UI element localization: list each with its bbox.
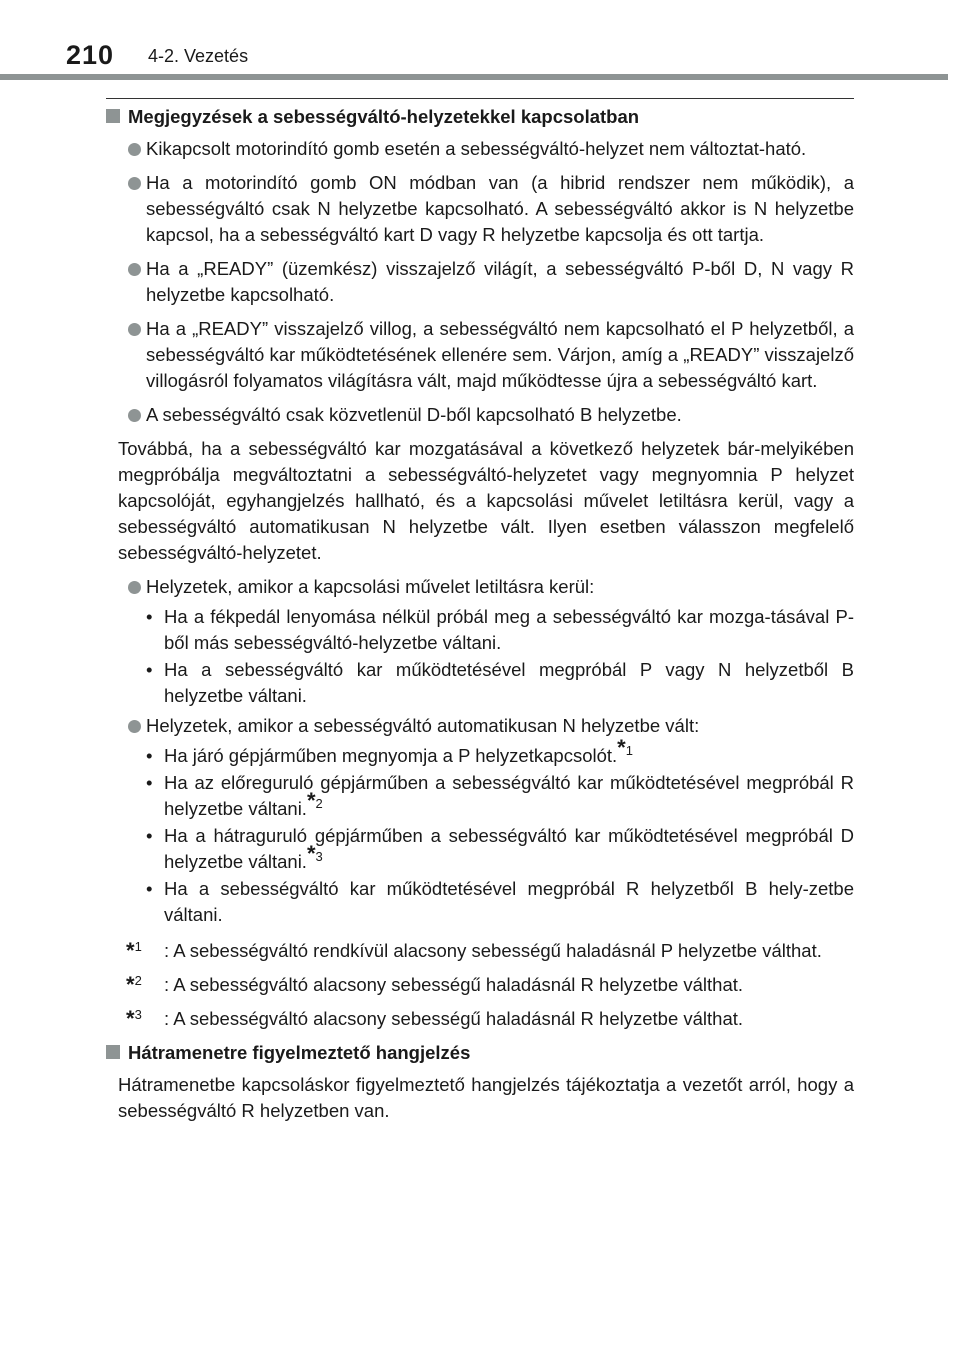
circle-bullet-icon <box>128 143 141 156</box>
square-bullet-icon <box>106 1045 120 1059</box>
dot-bullet-icon: • <box>146 606 153 627</box>
circle-bullet-icon <box>128 323 141 336</box>
dot-bullet-icon: • <box>146 659 153 680</box>
note-bullet: Ha a motorindító gomb ON módban van (a hibrid rendszer nem működik), a sebességváltó csak N helyzetbe kapcsolható. A sebességváltó akkor is N helyzetbe kapcsol, ha a sebességváltó kart D vagy R helyzetbe kapcsolja és ott tartja. <box>106 170 854 248</box>
header-rule <box>0 74 948 80</box>
list-item: • Ha a hátraguruló gépjárműben a sebességváltó kar működtetésével megpróbál D helyzetbe váltani.$^{*3}$ <box>146 825 854 872</box>
dot-bullet-icon: • <box>146 825 153 846</box>
dot-bullet-icon: • <box>146 745 153 766</box>
dot-bullet-icon: • <box>146 878 153 899</box>
list-item: • Ha az előreguruló gépjárműben a sebességváltó kar működtetésével megpróbál R helyzetbe váltani.$^{*2}$ <box>146 772 854 819</box>
circle-bullet-icon <box>128 720 141 733</box>
page-number: 210 <box>66 40 115 70</box>
page-header <box>0 0 960 80</box>
footnote-ref: 2 <box>315 795 323 811</box>
footnote-ref: 3 <box>315 848 323 864</box>
footnote-marker: *$^2$ <box>126 972 142 997</box>
footnote: *$^3$ : A sebességváltó alacsony sebességű haladásnál R helyzetbe válthat. <box>126 1006 744 1031</box>
content-rule <box>106 98 854 99</box>
circle-bullet-icon <box>128 581 141 594</box>
footnote-marker: *$^3$ <box>126 1006 142 1031</box>
page-content <box>106 104 854 1124</box>
dot-bullet-icon: • <box>146 772 153 793</box>
paragraph: Hátramenetbe kapcsoláskor figyelmeztető hangjelzés tájékoztatja a vezetőt arról, hogy a sebességváltó R helyzetben van. <box>118 1074 854 1121</box>
note-bullet: A sebességváltó csak közvetlenül D-ből kapcsolható B helyzetbe. <box>106 402 854 428</box>
footnote-marker: *$^1$ <box>126 938 142 963</box>
list-item: • Ha járó gépjárműben megnyomja a P helyzetkapcsolót.$^{*1}$ <box>106 743 854 769</box>
note-bullet: Helyzetek, amikor a kapcsolási művelet letiltásra kerül: <box>106 574 854 600</box>
circle-bullet-icon <box>128 177 141 190</box>
footnote: *$^2$ : A sebességváltó alacsony sebességű haladásnál R helyzetbe válthat. <box>126 972 744 997</box>
section-heading: Hátramenetre figyelmeztető hangjelzés <box>106 1040 854 1066</box>
paragraph: Továbbá, ha a sebességváltó kar mozgatásával a következő helyzetek bár-melyikében megpróbálja megváltoztatni a sebességváltó-helyzetet vagy megnyomnia P helyzet kapcsolóját, egyhangjelzés hallható, és a kapcsolási művelet letiltásra kerül, vagy a sebességváltó automatikusan N helyzetbe vált. Ilyen esetben válasszon megfelelő sebességváltó-helyzetet. <box>118 438 854 563</box>
list-item: • Ha a fékpedál lenyomása nélkül próbál meg a sebességváltó kar mozga-tásával P-ből más sebességváltó-helyzetbe váltani. <box>146 606 854 653</box>
note-bullet: Kikapcsolt motorindító gomb esetén a sebességváltó-helyzet nem változtat-ható. <box>106 136 854 162</box>
circle-bullet-icon <box>128 409 141 422</box>
note-bullet: Ha a „READY” (üzemkész) visszajelző világít, a sebességváltó P-ből D, N vagy R helyzetbe kapcsolható. <box>106 256 854 308</box>
note-bullet: Ha a „READY” visszajelző villog, a sebességváltó nem kapcsolható el P helyzetből, a sebességváltó kar működtetésének ellenére sem. Várjon, amíg a „READY” visszajelző villogásról folyamatos világításra vált, majd működtesse újra a sebességváltó kart. <box>106 316 854 394</box>
footnote: *$^1$ : A sebességváltó rendkívül alacsony sebességű haladásnál P helyzetbe válthat. <box>126 938 822 963</box>
section-title: 4-2. Vezetés <box>148 46 249 66</box>
footnote-ref: 1 <box>625 742 633 758</box>
list-item: • Ha a sebességváltó kar működtetésével megpróbál P vagy N helyzetből B helyzetbe váltani. <box>146 659 854 706</box>
square-bullet-icon <box>106 109 120 123</box>
list-item: • Ha a sebességváltó kar működtetésével megpróbál R helyzetből B hely-zetbe váltani. <box>146 878 854 925</box>
note-bullet: Helyzetek, amikor a sebességváltó automatikusan N helyzetbe vált: <box>106 713 854 739</box>
circle-bullet-icon <box>128 263 141 276</box>
section-heading: Megjegyzések a sebességváltó-helyzetekkel kapcsolatban <box>106 104 854 130</box>
